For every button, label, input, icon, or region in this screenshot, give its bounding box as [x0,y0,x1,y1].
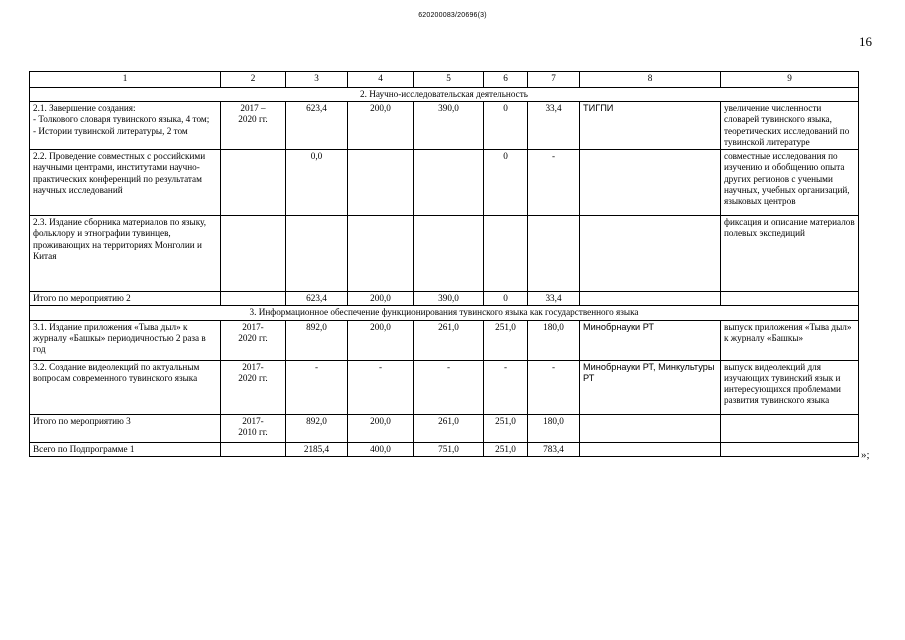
activity-cell: 2.3. Издание сборника материалов по языку, фольклору и этнографии тувинцев, проживающих на территориях Монголии и Китая [30,216,221,292]
amount-cell: 251,0 [484,320,528,360]
table-row [30,360,859,414]
subtotal-row [30,414,859,442]
table-row [30,102,859,150]
total-row [30,442,859,456]
executor-cell: Минобрнауки РТ, Минкультуры РТ [580,360,721,414]
amount-cell: 33,4 [528,102,580,150]
activity-cell: Итого по мероприятию 3 [30,414,221,442]
amount-cell: 180,0 [528,320,580,360]
amount-cell: 390,0 [414,292,484,306]
amount-cell: - [348,360,414,414]
amount-cell: 251,0 [484,414,528,442]
amount-cell: 751,0 [414,442,484,456]
amount-cell [484,216,528,292]
executor-cell [580,292,721,306]
section-title: 3. Информационное обеспечение функционирования тувинского языка как государственного языка [30,306,859,320]
section-title: 2. Научно-исследовательская деятельность [30,88,859,102]
result-cell: увеличение численности словарей тувинского языка, теоретических исследований по тувинской литературе [721,102,859,150]
amount-cell: - [528,150,580,216]
amount-cell: 892,0 [286,414,348,442]
period-cell: 2017 – 2020 гг. [221,102,286,150]
result-cell: выпуск видеолекций для изучающих тувинский язык и интересующихся проблемами развития тувинского языка [721,360,859,414]
table-row [30,320,859,360]
amount-cell: 0 [484,292,528,306]
period-cell [221,442,286,456]
activity-cell: 2.2. Проведение совместных с российскими научными центрами, институтами научно-практических конференций по результатам научных исследований [30,150,221,216]
amount-cell [348,216,414,292]
amount-cell [414,216,484,292]
amount-cell: 200,0 [348,292,414,306]
amount-cell [348,150,414,216]
amount-cell: 0 [484,102,528,150]
document-code: 620200083/20696(3) [418,12,487,19]
column-header: 1 [30,72,221,88]
amount-cell [286,216,348,292]
amount-cell: 200,0 [348,414,414,442]
amount-cell: 892,0 [286,320,348,360]
period-cell [221,216,286,292]
closing-quote-mark: »; [861,449,870,461]
amount-cell: 251,0 [484,442,528,456]
result-cell [721,442,859,456]
period-cell: 2017- 2020 гг. [221,360,286,414]
executor-cell: ТИГПИ [580,102,721,150]
period-cell [221,292,286,306]
activity-cell: 3.2. Создание видеолекций по актуальным вопросам современного тувинского языка [30,360,221,414]
activity-cell: 3.1. Издание приложения «Тыва дыл» к журналу «Башкы» периодичностью 2 раза в год [30,320,221,360]
activity-cell: 2.1. Завершение создания: - Толкового словаря тувинского языка, 4 том; - Истории тувинской литературы, 2 том [30,102,221,150]
amount-cell [528,216,580,292]
amount-cell: 623,4 [286,292,348,306]
column-header-row [30,72,859,88]
result-cell: совместные исследования по изучению и обобщению опыта других регионов с учеными научных, учебных организаций, языковых центров [721,150,859,216]
amount-cell: 33,4 [528,292,580,306]
amount-cell: 180,0 [528,414,580,442]
executor-cell [580,442,721,456]
executor-cell [580,414,721,442]
table-row [30,216,859,292]
executor-cell [580,150,721,216]
amount-cell [414,150,484,216]
column-header: 5 [414,72,484,88]
amount-cell: 0 [484,150,528,216]
amount-cell: 783,4 [528,442,580,456]
result-cell [721,414,859,442]
amount-cell: 0,0 [286,150,348,216]
executor-cell: Минобрнауки РТ [580,320,721,360]
period-cell: 2017- 2010 гг. [221,414,286,442]
amount-cell: - [484,360,528,414]
amount-cell: 200,0 [348,102,414,150]
activity-cell: Итого по мероприятию 2 [30,292,221,306]
result-cell: фиксация и описание материалов полевых экспедиций [721,216,859,292]
result-cell [721,292,859,306]
activity-cell: Всего по Подпрограмме 1 [30,442,221,456]
column-header: 8 [580,72,721,88]
program-table [29,71,859,457]
column-header: 7 [528,72,580,88]
amount-cell: 390,0 [414,102,484,150]
period-cell [221,150,286,216]
column-header: 9 [721,72,859,88]
amount-cell: 200,0 [348,320,414,360]
column-header: 6 [484,72,528,88]
amount-cell: - [286,360,348,414]
executor-cell [580,216,721,292]
result-cell: выпуск приложения «Тыва дыл» к журналу «Башкы» [721,320,859,360]
amount-cell: 400,0 [348,442,414,456]
section-row [30,306,859,320]
page-number: 16 [859,34,872,49]
section-row [30,88,859,102]
column-header: 2 [221,72,286,88]
amount-cell: - [528,360,580,414]
column-header: 4 [348,72,414,88]
amount-cell: 623,4 [286,102,348,150]
amount-cell: 261,0 [414,320,484,360]
amount-cell: - [414,360,484,414]
table-row [30,150,859,216]
period-cell: 2017- 2020 гг. [221,320,286,360]
column-header: 3 [286,72,348,88]
amount-cell: 2185,4 [286,442,348,456]
subtotal-row [30,292,859,306]
amount-cell: 261,0 [414,414,484,442]
